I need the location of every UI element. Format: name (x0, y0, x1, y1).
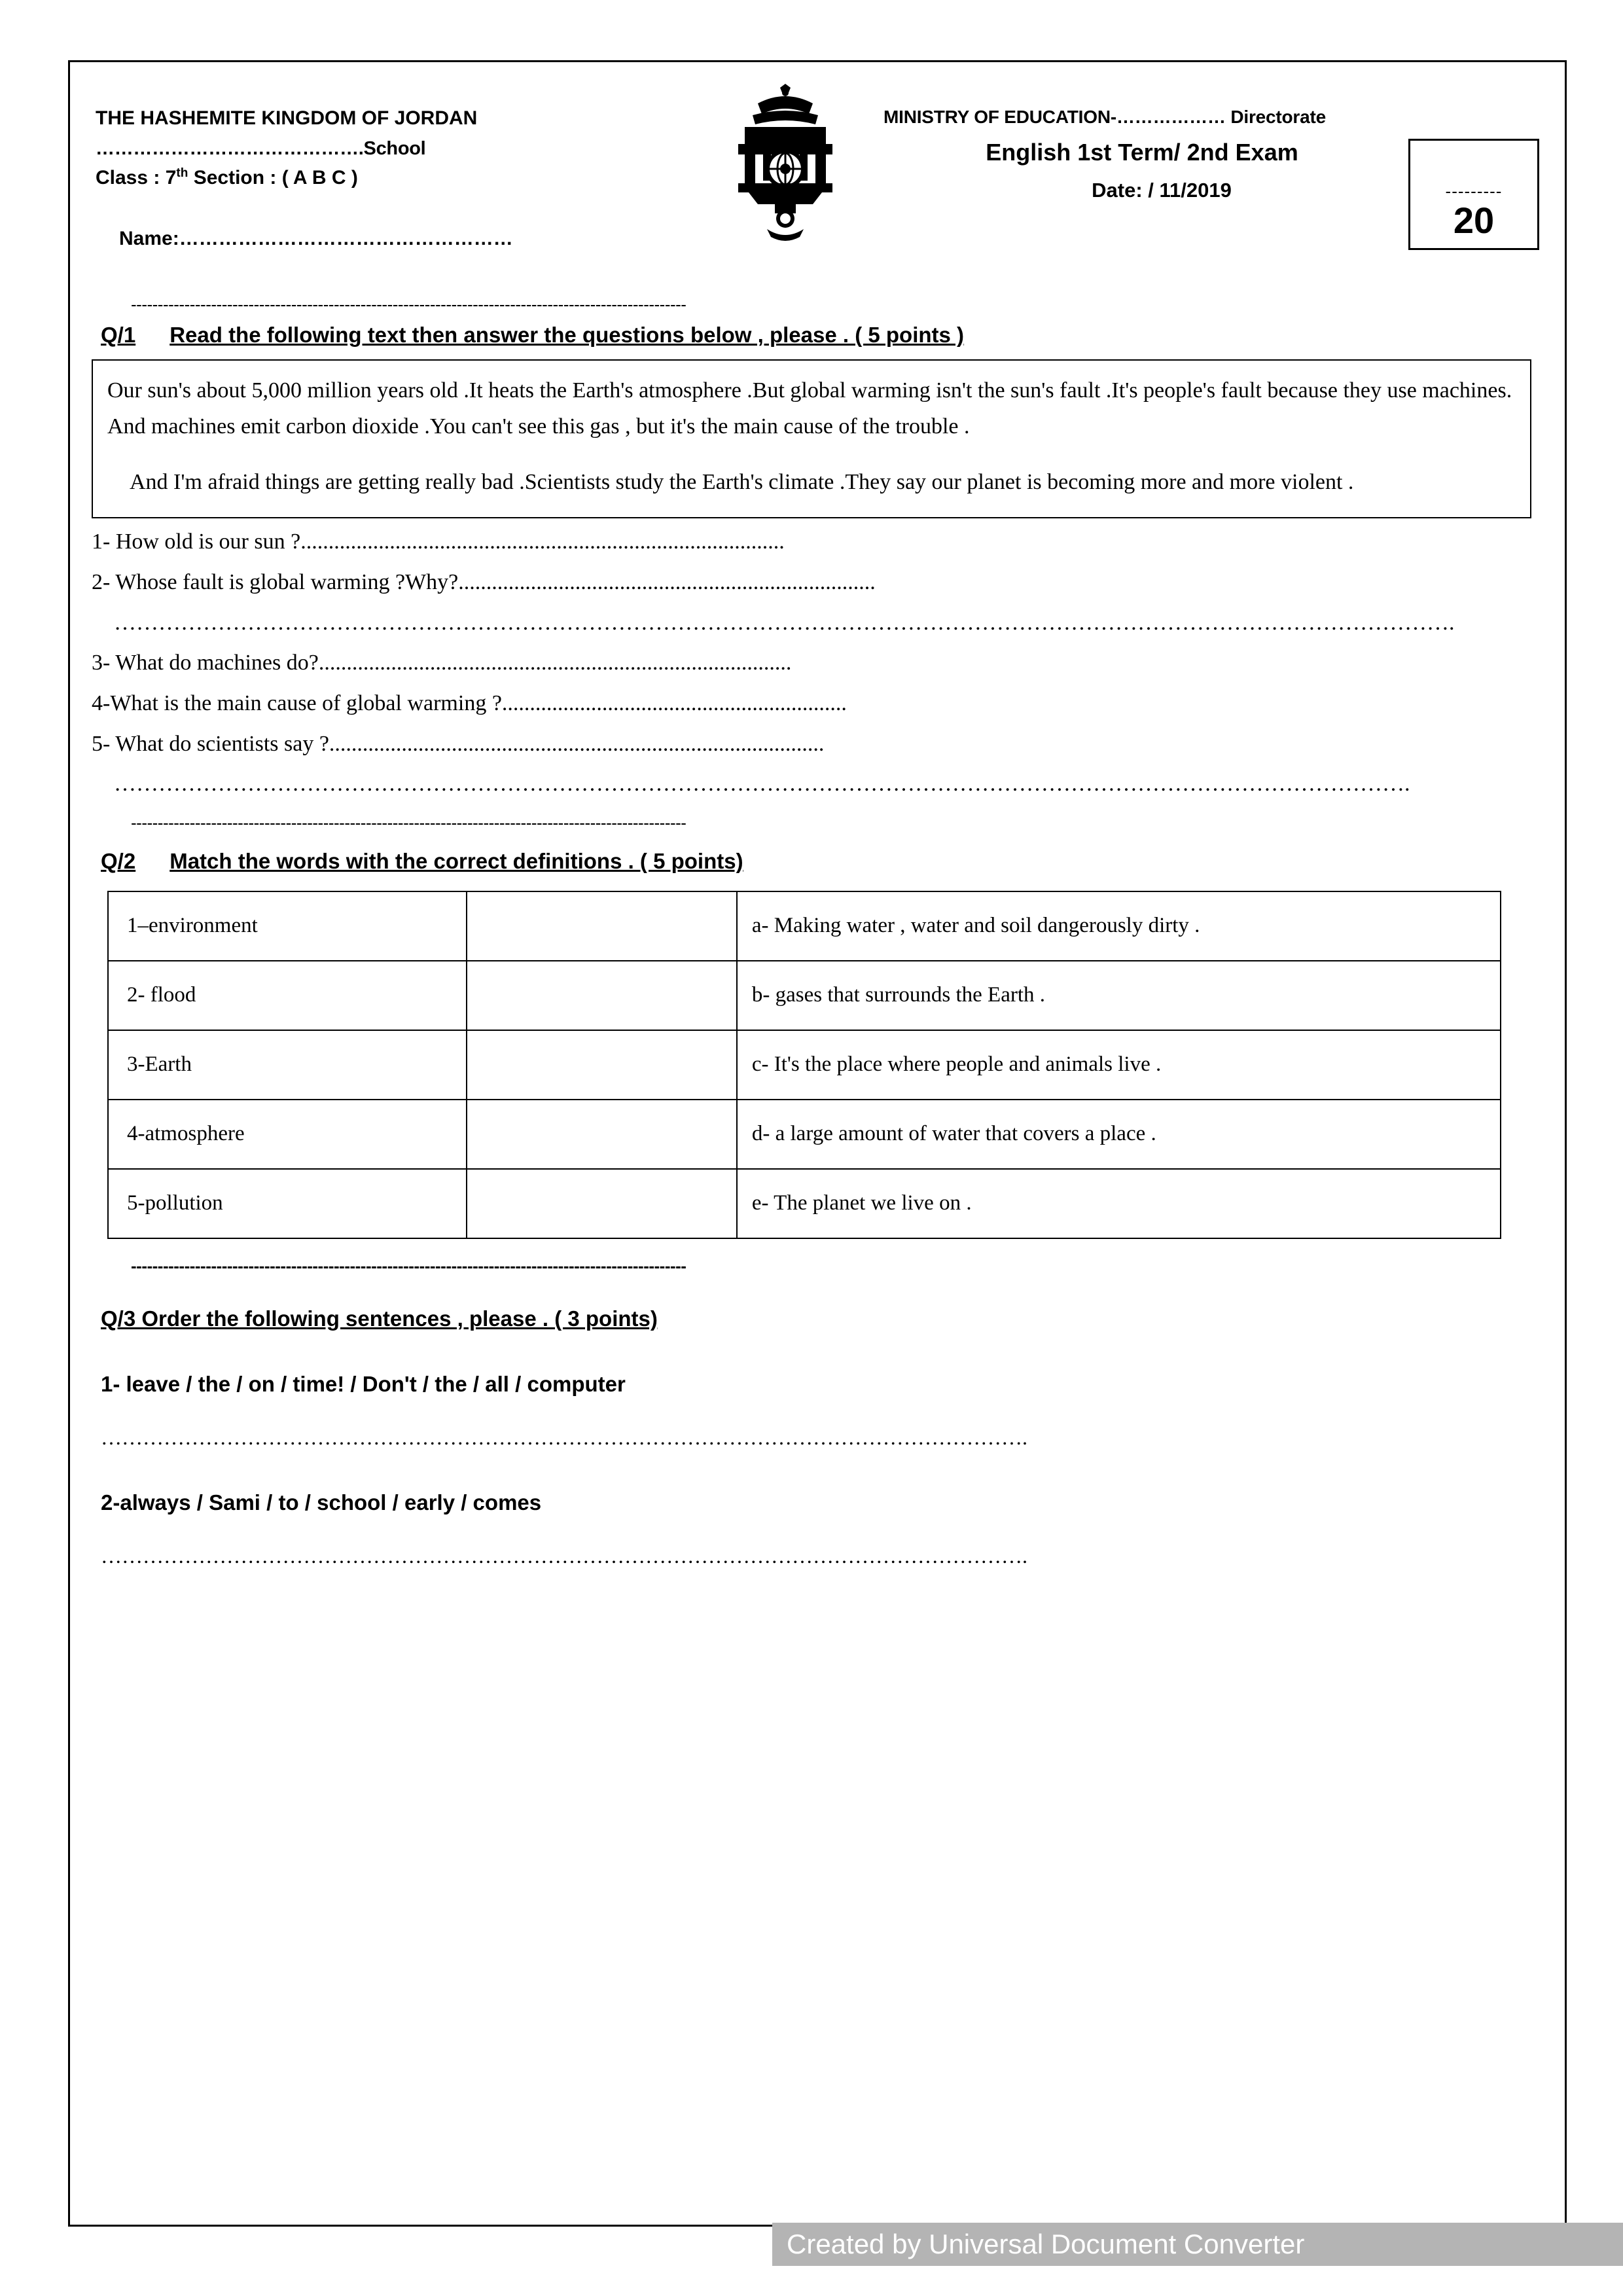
total-mark-box (1408, 139, 1539, 250)
passage-paragraph-1: Our sun's about 5,000 million years old .It heats the Earth's atmosphere .But global warming isn't the sun's fault .It's people's fault because they use machines. And machines emit carbon dioxide .You can't see this gas , but it's the main cause of the trouble . (107, 378, 1512, 439)
match-word-3: 3-Earth (108, 1030, 467, 1100)
ministry-line: MINISTRY OF EDUCATION-……………… Directorate (883, 107, 1326, 127)
match-definition-e: e- The planet we live on . (737, 1169, 1501, 1238)
q1-item-5-answer-line[interactable]: …………………………………………………………………………………………………………………………………………………………. (114, 772, 1410, 797)
q1-item-2[interactable]: 2- Whose fault is global warming ?Why?........................................................................... (92, 569, 876, 594)
q1-item-1[interactable]: 1- How old is our sun ?....................................................................................... (92, 529, 785, 554)
exam-title: English 1st Term/ 2nd Exam (986, 139, 1298, 166)
watermark-label: Created by Universal Document Converter (772, 2223, 1623, 2266)
q1-item-4[interactable]: 4-What is the main cause of global warming ?.............................................................. (92, 691, 847, 715)
matching-table (107, 891, 1501, 1239)
match-answer-cell-4[interactable] (467, 1100, 737, 1169)
q1-separator: -------------------------------------------------------------------------------------------------------- (131, 812, 687, 833)
student-name-field[interactable]: Name:…………………………………………… (119, 228, 513, 249)
match-answer-cell-1[interactable] (467, 891, 737, 961)
q1-text: Read the following text then answer the questions below , please . ( 5 points ) (169, 323, 965, 347)
match-definition-d: d- a large amount of water that covers a place . (737, 1100, 1501, 1169)
q3-sentence-2: 2-always / Sami / to / school / early / comes (101, 1490, 542, 1515)
table-row[interactable] (108, 1100, 1501, 1169)
header-separator: -------------------------------------------------------------------------------------------------------- (131, 295, 687, 314)
header-left-block (96, 103, 685, 194)
reading-passage-box (92, 359, 1531, 518)
table-row[interactable] (108, 1169, 1501, 1238)
question-2-title (92, 849, 1544, 874)
match-word-4: 4-atmosphere (108, 1100, 467, 1169)
question-3-title: Q/3 Order the following sentences , please . ( 3 points) (101, 1306, 658, 1331)
q1-item-3[interactable]: 3- What do machines do?..................................................................................... (92, 651, 792, 675)
q2-number: Q/2 (101, 848, 136, 873)
page-content (92, 79, 1544, 1568)
match-answer-cell-5[interactable] (467, 1169, 737, 1238)
table-row[interactable] (108, 891, 1501, 961)
q1-number: Q/1 (101, 323, 136, 347)
match-definition-b: b- gases that surrounds the Earth . (737, 961, 1501, 1030)
jordan-coat-of-arms-icon (707, 84, 864, 247)
school-line: …………………………………….School (96, 137, 426, 159)
class-label: Class : (96, 167, 160, 189)
match-answer-cell-3[interactable] (467, 1030, 737, 1100)
q2-text: Match the words with the correct definitions . ( 5 points) (169, 848, 743, 873)
q3-answer-line-2[interactable]: ……………………………………………………………………………………………………………………. (101, 1543, 1027, 1568)
question-1-title (92, 323, 1544, 348)
q2-separator: -------------------------------------------------------------------------------------------------------- (131, 1255, 687, 1276)
match-answer-cell-2[interactable] (467, 961, 737, 1030)
header-right-block (883, 103, 1400, 206)
match-word-1: 1–environment (108, 891, 467, 961)
mark-dashes: --------- (1445, 181, 1503, 201)
table-row[interactable] (108, 961, 1501, 1030)
q1-item-2-answer-line[interactable]: ………………………………………………………………………………………………………………………………………………………………. (114, 610, 1455, 635)
section-label: Section : ( A B C ) (193, 167, 358, 189)
match-definition-c: c- It's the place where people and animals live . (737, 1030, 1501, 1100)
match-definition-a: a- Making water , water and soil dangerously dirty . (737, 891, 1501, 961)
q1-item-5[interactable]: 5- What do scientists say ?......................................................................................... (92, 731, 825, 756)
match-word-2: 2- flood (108, 961, 467, 1030)
total-mark-value: 20 (1453, 200, 1495, 241)
exam-date: Date: / 11/2019 (1092, 179, 1232, 202)
document-header (92, 79, 1544, 295)
q3-sentence-1: 1- leave / the / on / time! / Don't / the / all / computer (101, 1371, 626, 1396)
class-line (96, 163, 685, 194)
kingdom-line: THE HASHEMITE KINGDOM OF JORDAN (96, 107, 478, 129)
passage-paragraph-2: And I'm afraid things are getting really bad .Scientists study the Earth's climate .They say our planet is becoming more and more violent . (130, 470, 1354, 495)
table-row[interactable] (108, 1030, 1501, 1100)
class-ordinal: th (176, 166, 188, 181)
q3-answer-line-1[interactable]: ……………………………………………………………………………………………………………………. (101, 1425, 1027, 1449)
class-value: 7 (165, 167, 177, 189)
match-word-5: 5-pollution (108, 1169, 467, 1238)
